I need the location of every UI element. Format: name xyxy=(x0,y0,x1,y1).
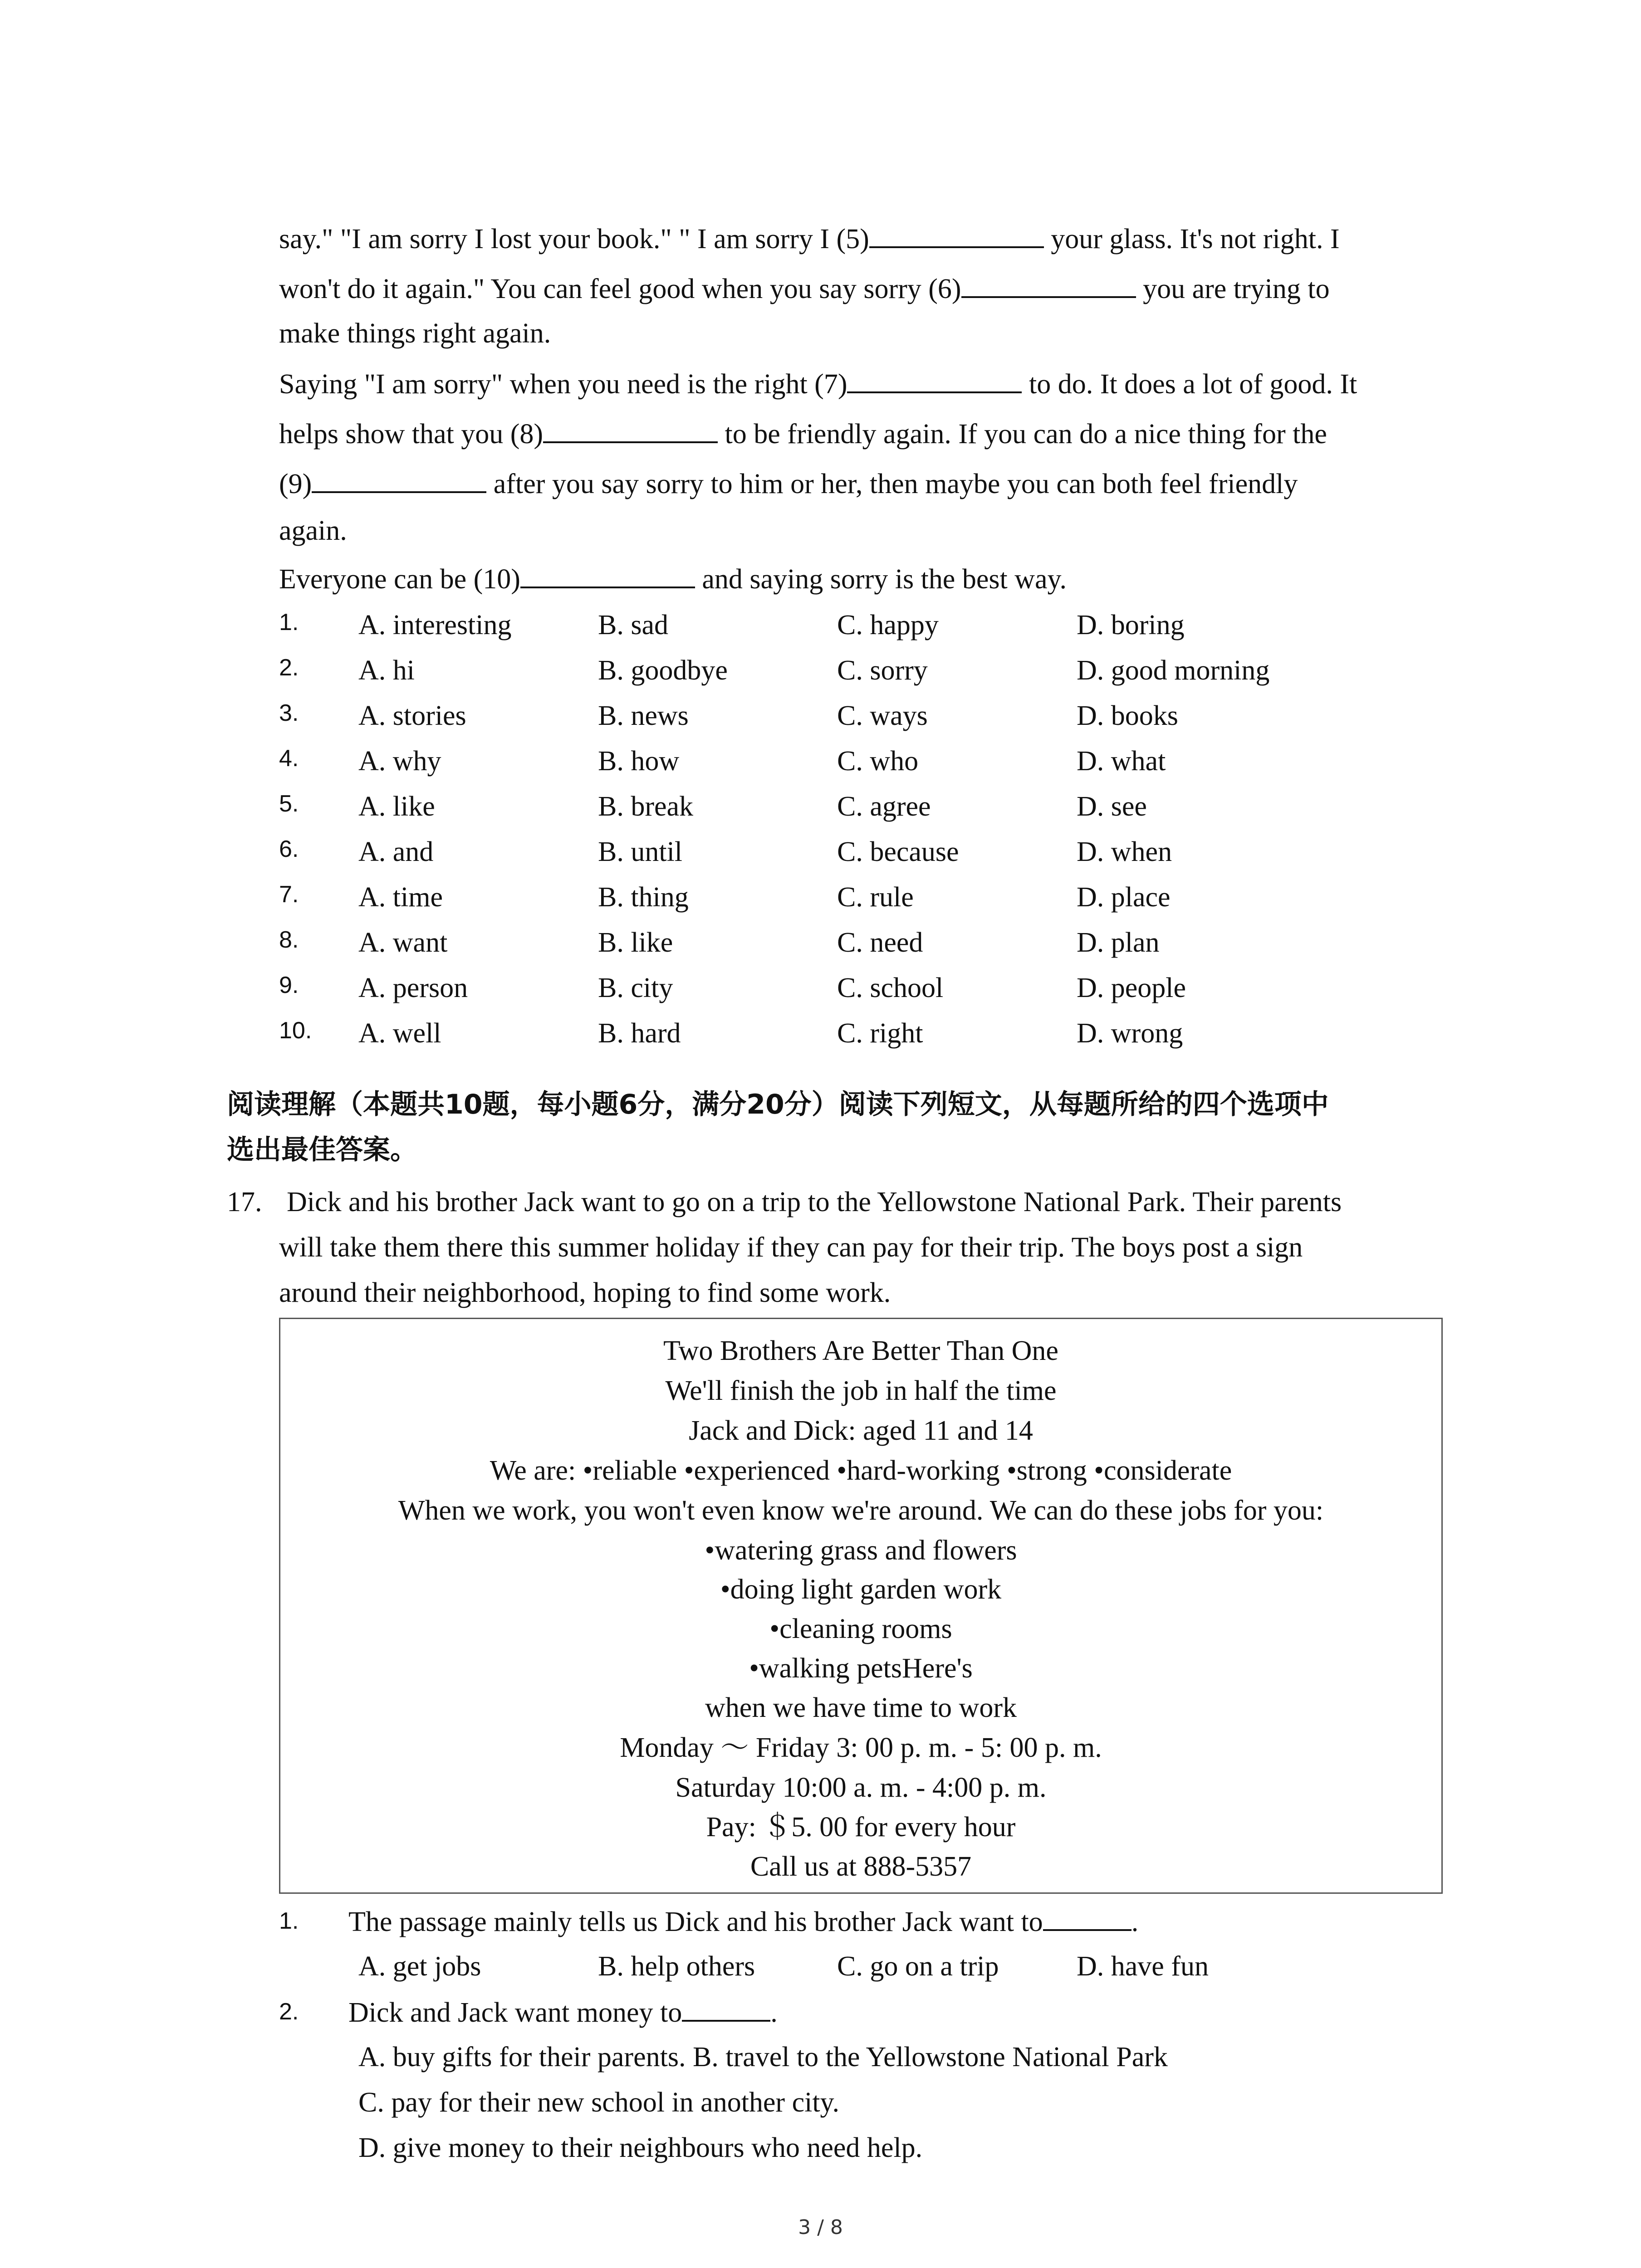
option-a[interactable]: A. stories xyxy=(358,700,466,731)
option-c[interactable]: C. rule xyxy=(837,882,914,913)
option-d[interactable]: D. give money to their neighbours who need help. xyxy=(358,2132,923,2163)
notice-line: We are: •reliable •experienced •hard-working •strong •considerate xyxy=(490,1455,1232,1486)
option-number: 5. xyxy=(279,791,299,817)
option-b[interactable]: B. until xyxy=(598,836,683,867)
passage-text: helps show that you (8) xyxy=(279,419,544,450)
option-d[interactable]: D. books xyxy=(1077,700,1178,731)
option-c[interactable]: C. because xyxy=(837,836,959,867)
option-a[interactable]: A. time xyxy=(358,882,443,913)
option-c[interactable]: C. go on a trip xyxy=(837,1951,999,1982)
option-b[interactable]: B. news xyxy=(598,700,689,731)
option-b[interactable]: B. city xyxy=(598,973,673,1003)
option-number: 4. xyxy=(279,745,299,772)
passage-line-8 xyxy=(279,560,1067,597)
option-d[interactable]: D. boring xyxy=(1077,610,1185,640)
option-a[interactable]: A. like xyxy=(358,791,435,822)
blank-9[interactable] xyxy=(312,465,486,493)
passage-text: to be friendly again. If you can do a nice thing for the xyxy=(718,419,1327,450)
blank-6[interactable] xyxy=(961,270,1136,298)
page-number: 3 / 8 xyxy=(798,2216,843,2239)
blank-5[interactable] xyxy=(869,220,1044,248)
option-d[interactable]: D. see xyxy=(1077,791,1147,822)
option-a[interactable]: A. person xyxy=(358,973,468,1003)
question-number: 17. xyxy=(227,1187,262,1217)
question-text: . xyxy=(1131,1906,1139,1937)
option-b[interactable]: B. thing xyxy=(598,882,689,913)
notice-line: when we have time to work xyxy=(705,1692,1017,1723)
notice-line: •doing light garden work xyxy=(720,1574,1002,1605)
option-d[interactable]: D. place xyxy=(1077,882,1171,913)
option-a[interactable]: A. and xyxy=(358,836,434,867)
option-c[interactable]: C. ways xyxy=(837,700,928,731)
passage-text: won't do it again." You can feel good when you say sorry (6) xyxy=(279,274,961,304)
option-b[interactable]: B. hard xyxy=(598,1018,681,1049)
question-text: The passage mainly tells us Dick and his brother Jack want to xyxy=(348,1906,1043,1937)
passage-text: after you say sorry to him or her, then maybe you can both feel friendly xyxy=(486,469,1298,499)
notice-line: Pay: ＄5. 00 for every hour xyxy=(706,1812,1016,1843)
option-a[interactable]: A. interesting xyxy=(358,610,512,640)
passage-line-4 xyxy=(279,365,1357,402)
option-d[interactable]: D. have fun xyxy=(1077,1951,1209,1982)
notice-line: Monday ～ Friday 3: 00 p. m. - 5: 00 p. m. xyxy=(620,1732,1102,1763)
notice-line: Call us at 888-5357 xyxy=(750,1851,972,1882)
option-a-b[interactable]: A. buy gifts for their parents. B. travel to the Yellowstone National Park xyxy=(358,2042,1168,2072)
option-number: 10. xyxy=(279,1017,312,1044)
notice-line: Jack and Dick: aged 11 and 14 xyxy=(689,1415,1033,1446)
passage-text: and saying sorry is the best way. xyxy=(695,564,1067,595)
option-b[interactable]: B. help others xyxy=(598,1951,755,1982)
notice-box xyxy=(279,1318,1443,1894)
option-b[interactable]: B. sad xyxy=(598,610,668,640)
option-a[interactable]: A. get jobs xyxy=(358,1951,481,1982)
passage-line-3: make things right again. xyxy=(279,318,551,349)
passage-text: to do. It does a lot of good. It xyxy=(1022,369,1357,400)
notice-title: Two Brothers Are Better Than One xyxy=(663,1335,1058,1366)
answer-blank[interactable] xyxy=(1043,1903,1132,1931)
option-a[interactable]: A. hi xyxy=(358,655,415,686)
option-number: 7. xyxy=(279,881,299,908)
option-a[interactable]: A. why xyxy=(358,746,441,777)
option-c[interactable]: C. happy xyxy=(837,610,939,640)
answer-blank[interactable] xyxy=(682,1994,770,2022)
option-b[interactable]: B. how xyxy=(598,746,680,777)
blank-8[interactable] xyxy=(543,415,718,443)
passage-text: (9) xyxy=(279,469,312,499)
notice-line: •cleaning rooms xyxy=(769,1613,952,1644)
option-number: 9. xyxy=(279,972,299,998)
notice-line: When we work, you won't even know we're around. We can do these jobs for you: xyxy=(398,1495,1324,1526)
option-c[interactable]: C. right xyxy=(837,1018,923,1049)
option-number: 3. xyxy=(279,700,299,726)
option-b[interactable]: B. like xyxy=(598,927,673,958)
option-number: 6. xyxy=(279,836,299,862)
sub-question-number: 1. xyxy=(279,1908,299,1934)
option-d[interactable]: D. when xyxy=(1077,836,1172,867)
option-d[interactable]: D. what xyxy=(1077,746,1166,777)
option-c[interactable]: C. need xyxy=(837,927,923,958)
option-b[interactable]: B. goodbye xyxy=(598,655,728,686)
blank-7[interactable] xyxy=(847,365,1022,393)
notice-line: •walking petsHere's xyxy=(749,1653,973,1684)
option-c[interactable]: C. who xyxy=(837,746,919,777)
passage-line-6 xyxy=(279,465,1298,502)
option-d[interactable]: D. plan xyxy=(1077,927,1160,958)
passage-line-7: again. xyxy=(279,515,347,546)
question-text: . xyxy=(770,1997,778,2028)
q17-line-3: around their neighborhood, hoping to find some work. xyxy=(279,1277,891,1308)
option-c[interactable]: C. sorry xyxy=(837,655,928,686)
passage-line-1 xyxy=(279,220,1340,257)
q17-line-2: will take them there this summer holiday if they can pay for their trip. The boys post a sign xyxy=(279,1232,1303,1263)
option-number: 1. xyxy=(279,609,299,635)
notice-line: Saturday 10:00 a. m. - 4:00 p. m. xyxy=(675,1772,1047,1803)
passage-text: your glass. It's not right. I xyxy=(1043,224,1340,254)
option-c[interactable]: C. agree xyxy=(837,791,931,822)
sub-question-number: 2. xyxy=(279,1999,299,2025)
option-c[interactable]: C. school xyxy=(837,973,944,1003)
option-b[interactable]: B. break xyxy=(598,791,694,822)
passage-text: say." "I am sorry I lost your book." " I am sorry I (5) xyxy=(279,224,869,254)
passage-line-2 xyxy=(279,270,1330,307)
option-d[interactable]: D. wrong xyxy=(1077,1018,1183,1049)
blank-10[interactable] xyxy=(520,560,695,588)
section-heading-2: 选出最佳答案。 xyxy=(227,1134,417,1166)
q17-line-1: Dick and his brother Jack want to go on a trip to the Yellowstone National Park. Their parents xyxy=(287,1187,1342,1217)
option-d[interactable]: D. people xyxy=(1077,973,1186,1003)
option-c[interactable]: C. pay for their new school in another city. xyxy=(358,2087,840,2118)
section-heading: 阅读理解（本题共10题，每小题6分，满分20分）阅读下列短文，从每题所给的四个选项中 xyxy=(227,1089,1329,1120)
option-a[interactable]: A. well xyxy=(358,1018,441,1049)
notice-line: •watering grass and flowers xyxy=(705,1535,1017,1566)
sub-question-1 xyxy=(348,1903,1138,1940)
passage-text: Saying "I am sorry" when you need is the right (7) xyxy=(279,369,847,400)
option-number: 2. xyxy=(279,655,299,681)
notice-line: We'll finish the job in half the time xyxy=(665,1375,1057,1406)
option-a[interactable]: A. want xyxy=(358,927,448,958)
sub-question-2 xyxy=(348,1994,778,2031)
question-text: Dick and Jack want money to xyxy=(348,1997,682,2028)
passage-line-5 xyxy=(279,415,1327,452)
option-d[interactable]: D. good morning xyxy=(1077,655,1270,686)
passage-text: Everyone can be (10) xyxy=(279,564,520,595)
passage-text: you are trying to xyxy=(1136,274,1330,304)
option-number: 8. xyxy=(279,927,299,953)
